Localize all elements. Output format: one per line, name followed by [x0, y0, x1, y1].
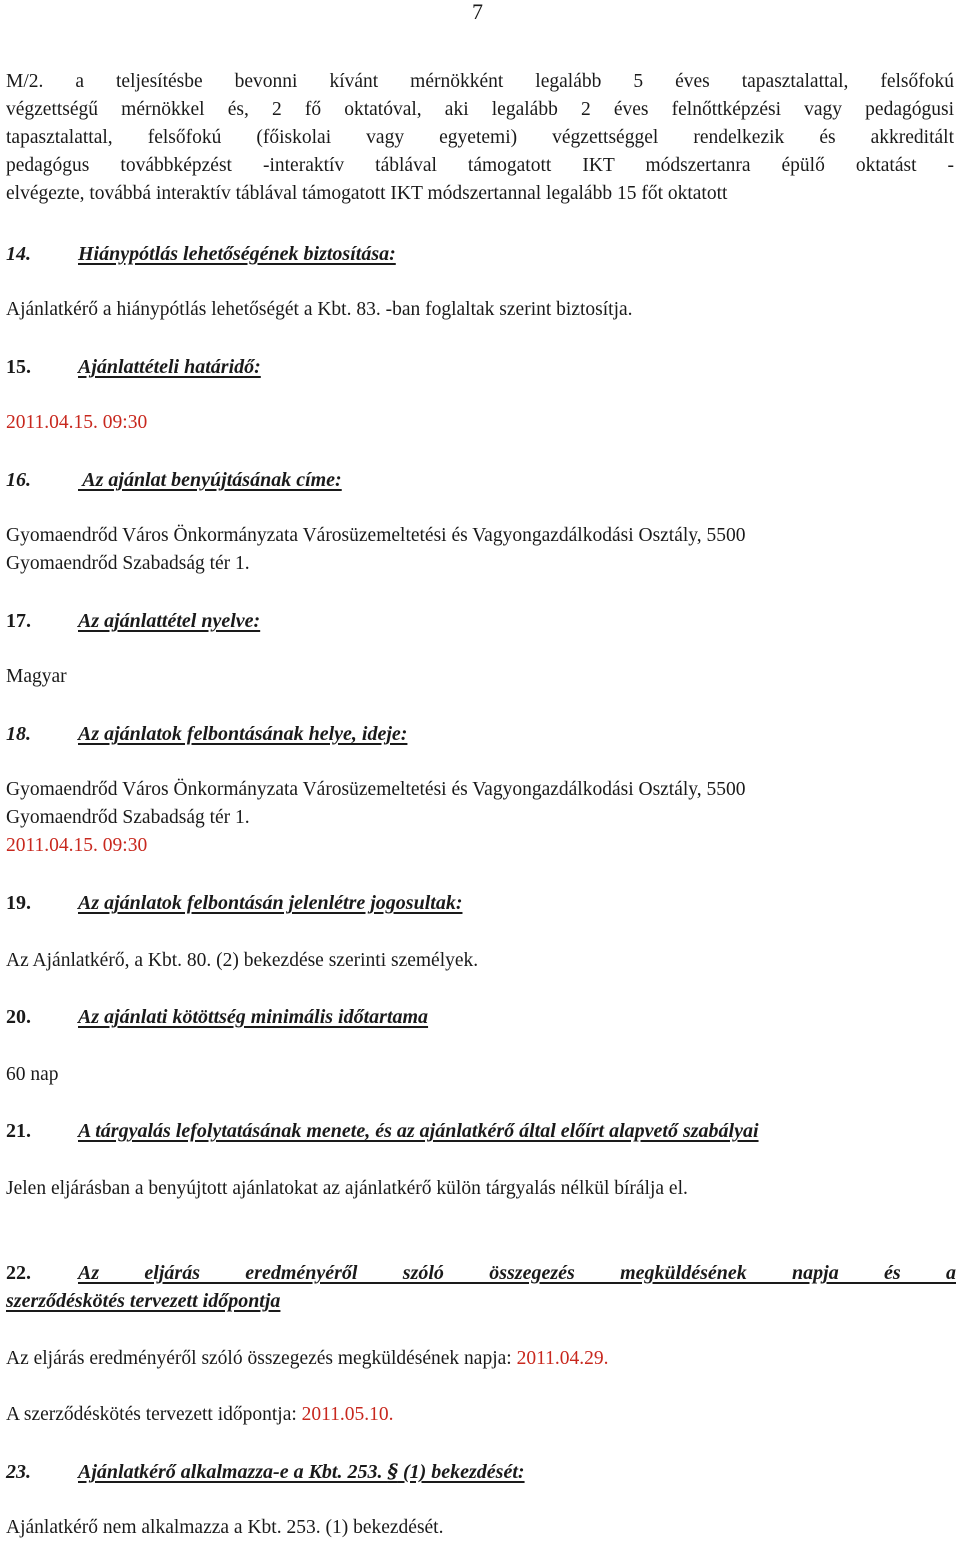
- section-17-heading: [6, 607, 956, 635]
- section-14-heading: [6, 240, 956, 268]
- section-number: 14.: [6, 243, 31, 265]
- intro-line: végzettségű mérnökkel és, 2 fő oktatóval, aki legalább 2 éves felnőttképzési vagy pedagógusi: [6, 99, 954, 120]
- intro-line: tapasztalattal, felsőfokú (főiskolai vagy egyetemi) végzettséggel rendelkezik és akkreditált: [6, 127, 954, 148]
- section-title: Hiánypótlás lehetőségének biztosítása:: [78, 243, 396, 265]
- section-21-body: Jelen eljárásban a benyújtott ajánlatokat az ajánlatkérő külön tárgyalás nélkül bírálja el.: [6, 1178, 688, 1199]
- section-16-body-line: Gyomaendrőd Szabadság tér 1.: [6, 553, 250, 574]
- section-title: Ajánlattételi határidő:: [78, 356, 261, 378]
- section-16-body-line: Gyomaendrőd Város Önkormányzata Városüzemeltetési és Vagyongazdálkodási Osztály, 5500: [6, 525, 746, 546]
- intro-line: pedagógus továbbképzést -interaktív táblával támogatott IKT módszertanra épülő oktatást -: [6, 155, 954, 176]
- section-number: 16.: [6, 469, 31, 491]
- section-21-heading: [6, 1117, 956, 1145]
- contract-date-label: A szerződéskötés tervezett időpontja:: [6, 1404, 302, 1425]
- section-20-heading: [6, 1003, 956, 1031]
- result-date-label: Az eljárás eredményéről szóló összegezés megküldésének napja:: [6, 1348, 517, 1369]
- section-19-heading: [6, 889, 956, 917]
- section-title: A tárgyalás lefolytatásának menete, és az ajánlatkérő által előírt alapvető szabályai: [78, 1120, 759, 1142]
- section-number: 22.: [6, 1262, 31, 1284]
- section-title: Az ajánlattétel nyelve:: [78, 610, 261, 632]
- section-number: 19.: [6, 892, 31, 914]
- section-18-body-line: Gyomaendrőd Szabadság tér 1.: [6, 807, 250, 828]
- section-22-body-line: [6, 1345, 954, 1373]
- section-number: 15.: [6, 356, 31, 378]
- section-22-heading: [6, 1259, 956, 1287]
- section-number: 20.: [6, 1006, 31, 1028]
- page-number: 7: [472, 0, 483, 24]
- result-date-value: 2011.04.29.: [516, 1348, 609, 1369]
- section-15-body: 2011.04.15. 09:30: [6, 412, 148, 433]
- section-title: Az ajánlatok felbontásán jelenlétre jogosultak:: [78, 892, 463, 914]
- section-title: szerződéskötés tervezett időpontja: [6, 1290, 281, 1312]
- section-18-body-line: 2011.04.15. 09:30: [6, 835, 148, 856]
- section-title-part: (1) bekezdését:: [397, 1461, 525, 1483]
- section-number: 18.: [6, 723, 31, 745]
- section-19-body: Az Ajánlatkérő, a Kbt. 80. (2) bekezdése szerinti személyek.: [6, 950, 479, 971]
- section-23-heading: [6, 1457, 956, 1486]
- section-14-body: Ajánlatkérő a hiánypótlás lehetőségét a Kbt. 83. -ban foglaltak szerint biztosítja.: [6, 299, 633, 320]
- section-number: 17.: [6, 610, 31, 632]
- section-title-part: Ajánlatkérő alkalmazza-e a Kbt. 253.: [78, 1461, 388, 1483]
- intro-line: elvégezte, továbbá interaktív táblával támogatott IKT módszertannal legalább 15 főt oktatott: [6, 183, 728, 204]
- section-title: Az ajánlati kötöttség minimális időtartama: [78, 1006, 429, 1028]
- intro-line: M/2. a teljesítésbe bevonni kívánt mérnökként legalább 5 éves tapasztalattal, felsőfokú: [6, 71, 954, 92]
- section-title: Az eljárás eredményéről szóló összegezés megküldésének napja és a: [78, 1262, 956, 1284]
- section-18-body-line: Gyomaendrőd Város Önkormányzata Városüzemeltetési és Vagyongazdálkodási Osztály, 5500: [6, 779, 746, 800]
- contract-date-value: 2011.05.10.: [301, 1404, 394, 1425]
- section-number: 23.: [6, 1461, 31, 1483]
- section-number: 21.: [6, 1120, 31, 1142]
- section-18-heading: [6, 720, 956, 748]
- section-16-heading: [6, 466, 956, 494]
- section-17-body: Magyar: [6, 666, 67, 687]
- section-22-heading-line2: [6, 1287, 956, 1315]
- section-22-body-line: [6, 1401, 954, 1429]
- section-23-body: Ajánlatkérő nem alkalmazza a Kbt. 253. (1) bekezdését.: [6, 1517, 444, 1538]
- section-title: Az ajánlat benyújtásának címe:: [78, 469, 342, 491]
- section-title: [78, 1461, 525, 1483]
- paragraph-symbol: §: [387, 1459, 398, 1483]
- section-20-body: 60 nap: [6, 1064, 59, 1085]
- section-15-heading: [6, 353, 956, 381]
- section-title: Az ajánlatok felbontásának helye, ideje:: [78, 723, 408, 745]
